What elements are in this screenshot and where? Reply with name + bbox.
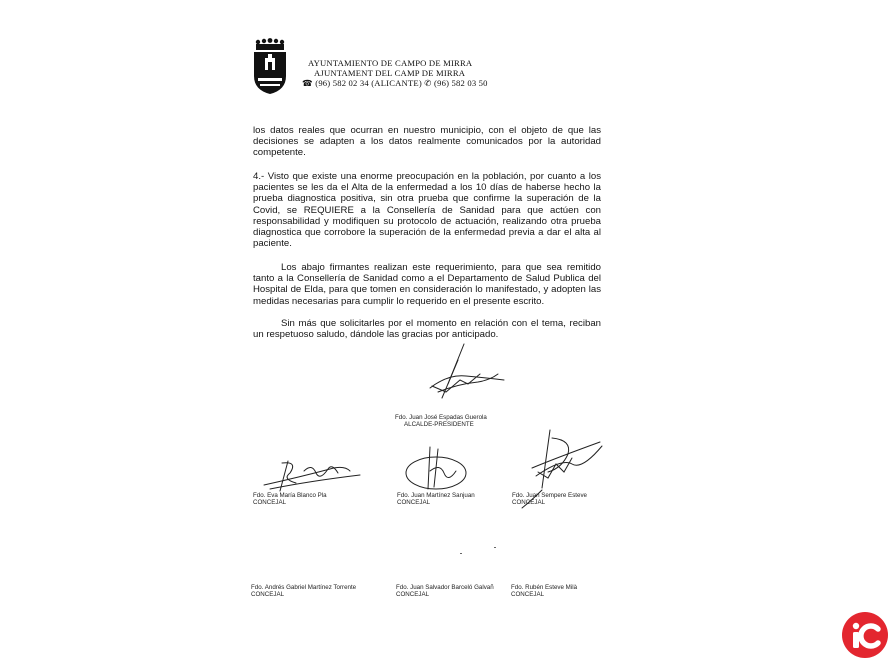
paragraph-2: 4.- Visto que existe una enorme preocupación en la población, por cuanto a los pacientes se les da el Alta de la enfermedad a los 10 días de haberse hecho la prueba diagnostica positiva, sin otra prueba que confirme la superación de la Covid, se REQUIERE a la Consellería de Sanidad para que actúen con responsabilidad y modifiquen su protocolo de actuación, realizando otra prueba diagnostica que corrobore la superación de la enfermedad previa a dar el alta al paciente. xyxy=(253,171,601,250)
paragraph-1: los datos reales que ocurran en nuestro municipio, con el objeto de que las decisiones se adapten a los datos realmente comunicados por la autoridad competente. xyxy=(253,125,601,159)
site-logo-glyph xyxy=(842,612,888,658)
signatory-1-role: CONCEJAL xyxy=(253,499,287,506)
header-phone-line: ☎ (96) 582 02 34 (ALICANTE) ✆ (96) 582 03 50 xyxy=(302,78,488,88)
signatory-3-role: CONCEJAL xyxy=(512,499,546,506)
mayor-name: Fdo. Juan José Espadas Guerola xyxy=(395,414,487,421)
signatory-3-name: Fdo. Juan Sempere Esteve xyxy=(512,492,587,499)
site-logo-icon[interactable] xyxy=(842,612,888,658)
signatory-4-name: Fdo. Andrés Gabriel Martínez Torrente xyxy=(251,584,357,591)
scan-speck xyxy=(460,553,462,554)
signatory-6-role: CONCEJAL xyxy=(511,591,545,598)
signature-juan-martinez xyxy=(400,443,475,495)
paragraph-3: Los abajo firmantes realizan este requerimiento, para que sea remitido tanto a la Consellería de Sanidad como a el Departamento de Salud Publica del Hospital de Elda, para que tomen en consideración lo manifestado, y adopten las medidas necesarias para cumplir lo requerido en el presente escrito. xyxy=(253,262,601,307)
mayor-signature xyxy=(418,340,508,410)
signatory-6-name: Fdo. Rubén Esteve Milà xyxy=(511,584,578,591)
signatory-2-role: CONCEJAL xyxy=(397,499,431,506)
signatory-2-name: Fdo. Juan Martínez Sanjuan xyxy=(397,492,475,499)
signatory-4-role: CONCEJAL xyxy=(251,591,285,598)
signature-eva-blanco xyxy=(260,455,365,495)
header-line-1: AYUNTAMIENTO DE CAMPO DE MIRRA xyxy=(308,58,473,68)
signatory-5-role: CONCEJAL xyxy=(396,591,430,598)
signatory-1-name: Fdo. Eva María Blanco Pla xyxy=(253,492,327,499)
signatory-5-name: Fdo. Juan Salvador Barceló Galvañ xyxy=(396,584,494,591)
scan-speck xyxy=(494,547,496,548)
header-line-2: AJUNTAMENT DEL CAMP DE MIRRA xyxy=(314,68,466,78)
paragraph-4: Sin más que solicitarles por el momento en relación con el tema, reciban un respetuoso saludo, dándole las gracias por anticipado. xyxy=(253,318,601,341)
municipal-crest-icon xyxy=(252,38,288,96)
mayor-role: ALCALDE-PRESIDENTE xyxy=(404,421,474,428)
